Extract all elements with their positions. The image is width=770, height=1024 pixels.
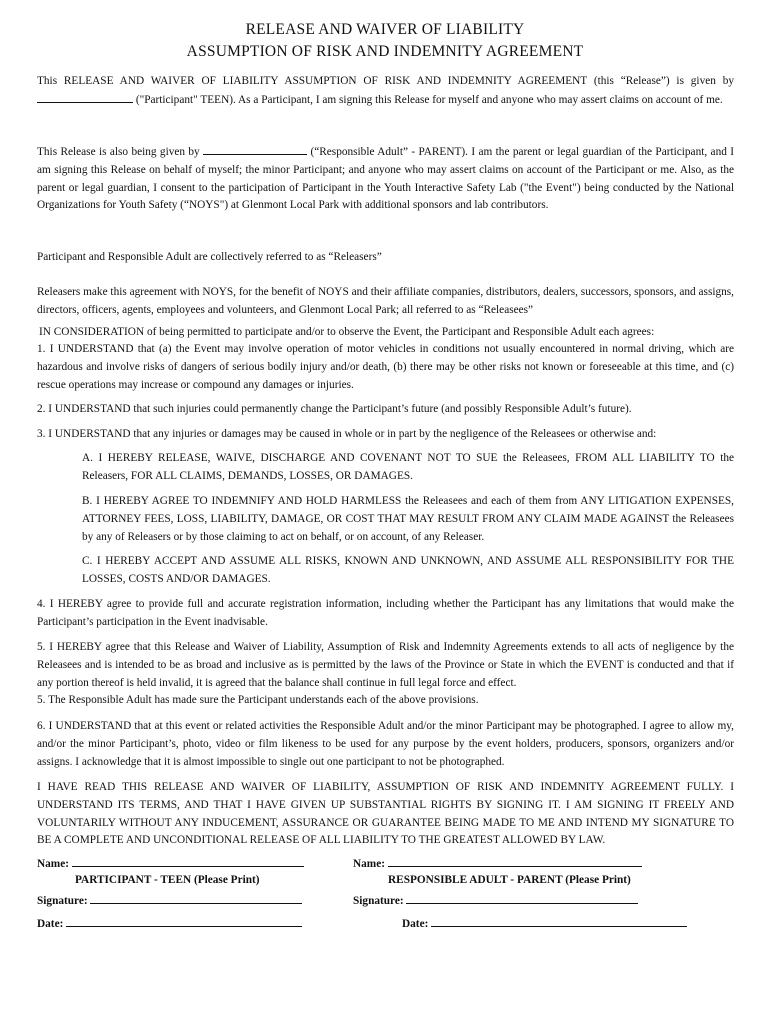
acknowledgement-paragraph: I HAVE READ THIS RELEASE AND WAIVER OF LIABILITY, ASSUMPTION OF RISK AND INDEMNITY AGREEMENT FULLY. I UNDERSTAND ITS TERMS, AND THAT I HAVE GIVEN UP SUBSTANTIAL RIGHTS BY SIGNING IT. I AM SIGNING IT FREELY AND VOLUNTARILY WITHOUT ANY INDUCEMENT, ASSURANCE OR GUARANTEE BEING MADE TO ME AND INTEND MY SIGNATURE TO BE A COMPLETE AND UNCONDITIONAL RELEASE OF ALL LIABILITY TO THE GREATEST ALLOWED BY LAW. [37,781,734,847]
releasees-definition: Releasers make this agreement with NOYS, for the benefit of NOYS and their affiliate companies, distributors, dealers, successors, sponsors, and assigns, directors, officers, agents, employees and volunteers, and Glenmont Local Park; all referred to as “Releasees” [37,286,734,316]
teen-name-line[interactable] [72,856,304,867]
clause-2: 2. I UNDERSTAND that such injuries could permanently change the Participant’s future (and possibly Responsible Adult’s future). [37,403,632,415]
clause-4: 4. I HEREBY agree to provide full and accurate registration information, including whether the Participant has any limitations that would make the Participant’s participation in the Event inadvisable. [37,598,734,628]
parent-name-label: Name: [353,858,385,870]
intro-text-a: This RELEASE AND WAIVER OF LIABILITY ASSUMPTION OF RISK AND INDEMNITY AGREEMENT (this “Release”) is given by [37,75,734,87]
teen-signature-row [37,893,302,909]
teen-date-line[interactable] [66,916,302,927]
parent-name-blank[interactable] [203,143,307,155]
parent-date-row [402,916,687,932]
parent-signature-line[interactable] [406,893,638,904]
clause-6: 6. I UNDERSTAND that at this event or related activities the Responsible Adult and/or the minor Participant may be photographed. I agree to allow my, and/or the minor Participant’s, photo, video or film likeness to be used for any purpose by the event holders, producers, sponsors, organizers and/or assigns. I acknowledge that it is almost impossible to single out one participant to not be photographed. [37,720,734,768]
parent-paragraph [37,143,734,215]
clause-5b: 5. The Responsible Adult has made sure the Participant understands each of the above provisions. [37,694,479,706]
document-title: RELEASE AND WAIVER OF LIABILITY [245,21,525,38]
participant-name-blank[interactable] [37,91,133,103]
parent-name-row [353,856,642,872]
releasers-definition: Participant and Responsible Adult are collectively referred to as “Releasers” [37,251,382,263]
document-subtitle: ASSUMPTION OF RISK AND INDEMNITY AGREEMENT [186,43,584,60]
clause-5: 5. I HEREBY agree that this Release and Waiver of Liability, Assumption of Risk and Indemnity Agreements extends to all acts of negligence by the Releasees and is intended to be as broad and inclusive as is permitted by the laws of the Province or State in which the EVENT is conducted and that if any portion thereof is held invalid, it is agreed that the balance shall continue in full legal force and effect. [37,641,734,689]
teen-date-label: Date: [37,918,64,930]
clause-3b: B. I HEREBY AGREE TO INDEMNIFY AND HOLD HARMLESS the Releasees and each of them from ANY LITIGATION EXPENSES, ATTORNEY FEES, LOSS, LIABILITY, DAMAGE, OR COST THAT MAY RESULT FROM ANY CLAIM MADE AGAINST the Releasees by any of Releasers or by those claiming to act on behalf, or on account, of any Releaser. [82,495,734,543]
parent-name-line[interactable] [388,856,642,867]
parent-text-a: This Release is also being given by [37,146,200,158]
teen-signature-label: Signature: [37,895,88,907]
clause-1: 1. I UNDERSTAND that (a) the Event may involve operation of motor vehicles in conditions not usually encountered in normal driving, which are hazardous and involve risks of dangers of serious bodily injury and/or death, (b) there may be other risks not known or foreseeable at this time, and (c) rescue operations may increase or compound any damages or injuries. [37,343,734,391]
teen-date-row [37,916,302,932]
parent-signature-label: Signature: [353,895,404,907]
parent-text-b: (“Responsible Adult” - PARENT). I am the parent or legal guardian of the Participant, and I am signing this Release on behalf of myself; the minor Participant; and anyone who may assert claims on account of the Participant or me. Also, as the parent or legal guardian, I consent to the participation of Participant in the Youth Interactive Safety Lab ("the Event") being conducted by the National Organizations for Youth Safety (“NOYS") at Glenmont Local Park with additional sponsors and lab contributors. [37,146,735,212]
clause-3a: A. I HEREBY RELEASE, WAIVE, DISCHARGE AND COVENANT NOT TO SUE the Releasees, FROM ALL LIABILITY TO the Releasers, FOR ALL CLAIMS, DEMANDS, LOSSES, OR DAMAGES. [82,452,734,482]
teen-name-label: Name: [37,858,69,870]
teen-caption: PARTICIPANT - TEEN (Please Print) [75,874,260,886]
clause-3c: C. I HEREBY ACCEPT AND ASSUME ALL RISKS, KNOWN AND UNKNOWN, AND ASSUME ALL RESPONSIBILITY FOR THE LOSSES, COSTS AND/OR DAMAGES. [82,555,734,585]
teen-name-row [37,856,304,872]
intro-paragraph [37,73,734,110]
parent-date-line[interactable] [431,916,687,927]
parent-signature-row [353,893,638,909]
clause-3: 3. I UNDERSTAND that any injuries or damages may be caused in whole or in part by the negligence of the Releasees or otherwise and: [37,428,657,440]
consideration-clause: IN CONSIDERATION of being permitted to participate and/or to observe the Event, the Participant and Responsible Adult each agrees: [39,326,655,338]
parent-caption: RESPONSIBLE ADULT - PARENT (Please Print) [388,874,631,886]
teen-signature-line[interactable] [90,893,302,904]
parent-date-label: Date: [402,918,429,930]
intro-text-b: ("Participant" TEEN). As a Participant, I am signing this Release for myself and anyone who may assert claims on account of me. [133,93,723,106]
